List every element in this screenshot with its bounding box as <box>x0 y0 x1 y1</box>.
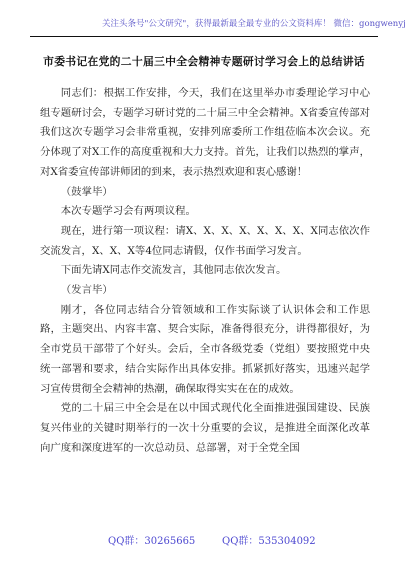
promo-banner-text: 关注头条号"公文研究"，获得最新最全最专业的公文资料库！ 微信：gongwenyj <box>102 19 406 29</box>
paragraph-stage-direction: （发言毕） <box>60 284 113 297</box>
paragraph-speaker-order: 下面先请X同志作交流发言，其他同志依次发言。 <box>60 264 287 277</box>
paragraph-first-item: 现在，进行第一项议程：请X、X、X、X、X、X、X、X同志依次作交流发言，X、X、X等4位同志请假，仅作书面学习发言。 <box>40 224 370 257</box>
paragraph-opening: 同志们：根据工作安排，今天，我们在这里举办市委理论学习中心组专题研讨会，专题学习研讨党的二十届三中全会精神。X省委宣传部对我们这次专题学习会非常重视，安排列席委所工作组莅临本次会议。充分体现了对X工作的高度重视和大力支持。首先，让我们以热烈的掌声，对X省委宣传部讲师团的到来，表示热烈欢迎和衷心感谢！ <box>40 87 370 178</box>
document-title: 市委书记在党的二十届三中全会精神专题研讨学习会上的总结讲话 <box>43 55 365 68</box>
paragraph-plenum: 党的二十届三中全会是在以中国式现代化全面推进强国建设、民族复兴伟业的关键时期举行的一次十分重要的会议，是推进全面深化改革向广度和深度进军的一次总动员、总部署，对于全党全国 <box>40 402 370 454</box>
qq-group-1: QQ群：30265665 <box>108 536 196 547</box>
paragraph-stage-direction: （鼓掌毕） <box>60 185 113 198</box>
promo-banner <box>0 12 408 34</box>
qq-group-2: QQ群：535304092 <box>222 536 316 547</box>
document-body <box>40 84 370 458</box>
header-divider <box>30 36 378 37</box>
paragraph-agenda: 本次专题学习会有两项议程。 <box>60 205 196 218</box>
paragraph-summary: 刚才，各位同志结合分管领域和工作实际谈了认识体会和工作思路，主题突出、内容丰富、契合实际，准备得很充分，讲得都很好，为全市党员干部带了个好头。会后，全市各级党委（党组）要按照党中央统一部署和要求，结合实际作出具体安排。抓紧抓好落实，迅速兴起学习宣传贯彻全会精神的热潮，确保取得实实在在的成效。 <box>40 303 370 395</box>
